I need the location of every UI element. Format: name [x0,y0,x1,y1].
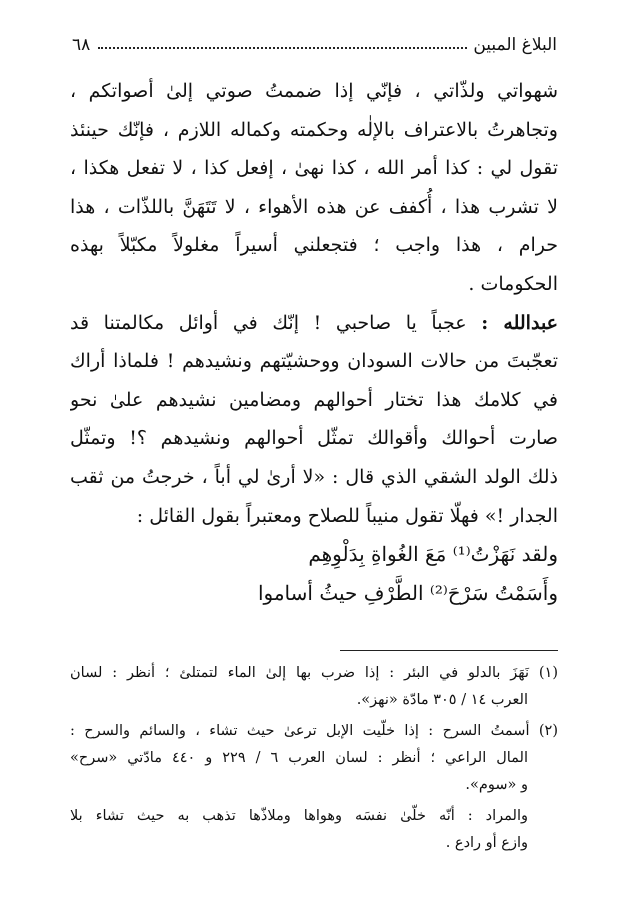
body-line: الجدار !» فهلّا تقول منيباً للصلاح ومعتبراً بقول القائل : [136,504,558,527]
footnote-line: المال الراعي ؛ أنظر : لسان العرب ٦ / ٢٢٩ و ٤٤٠ مادّتي «سرح» [70,750,528,766]
page-number: ٦٨ [72,35,91,55]
body-line: شهواتي ولذّاتي ، فإنّي إذا ضممتُ صوتي إلىٰ أصواتكم ، [70,80,558,102]
body-line: الحكومات . [468,272,558,295]
body-line: حرام ، هذا واجب ؛ فتجعلني أسيراً مغلولاً مكبّلاً بهذه [70,234,558,257]
header-leader-dots [98,47,467,49]
footnote-line: (١) نَهَزَ بالدلو في البئر : إذا ضرب بها إلىٰ الماء لتمتلئ ؛ أنظر : لسان [70,665,558,681]
page-header [72,30,557,60]
body-line: صارت أحوالك وأقوالك تمثّل أحوالهم ونشيدهم ؟! وتمثّل [70,427,558,450]
body-line: تقول لي : كذا أمر الله ، كذا نهىٰ ، إفعل كذا ، لا تفعل هكذا ، [70,157,558,180]
body-line: تعجّبتَ من حالات السودان ووحشيّتهم ونشيدهم ! فلماذا أراك [70,350,558,373]
body-text [70,72,558,612]
speech-first-line [70,304,558,343]
body-line: لا تشرب هذا ، أُكفف عن هذه الأهواء ، لا تَتَهَنَّ باللذّات ، هذا [70,195,558,218]
verse-line: وأَسَمْتُ سَرْحَ⁽²⁾ الطَّرْفِ حيثُ أساموا [257,580,558,605]
verse-line: ولقد نَهَزْتُ⁽¹⁾ مَعَ الغُواةِ بِدَلْوِهِم [308,542,558,567]
body-line: في كلامك هذا تختار أحوالهم ومضامين نشيدهم علىٰ نحو [70,388,558,411]
speech-text: عجباً يا صاحبي ! إنّك في أوائل مكالمتنا قد [70,311,467,334]
footnote-line: (٢) أسمتُ السرح : إذا خلّيت الإبل ترعىٰ حيث تشاء ، والسائم والسرح : [70,723,558,739]
running-title: البلاغ المبين [473,35,557,55]
footnote-separator [340,650,558,651]
speaker-name: عبدالله : [481,311,558,334]
footnote-line: و «سوم». [465,777,528,793]
footnotes [70,660,558,857]
body-line: وتجاهرتُ بالاعتراف بالإلٰه وحكمته وكماله اللازم ، فإنّك حينئذ [70,118,558,141]
footnote-line: العرب ١٤ / ٣٠٥ مادّة «نهز». [356,692,528,708]
footnote-line: وازع أو رادع . [445,835,528,851]
body-line: ذلك الولد الشقي الذي قال : «لا أرىٰ لي أباً ، خرجتُ من ثقب [70,465,558,488]
footnote-line: والمراد : أنّه خلّىٰ نفسَه وهواها وملاذّها تذهب به حيث تشاء بلا [70,808,528,824]
